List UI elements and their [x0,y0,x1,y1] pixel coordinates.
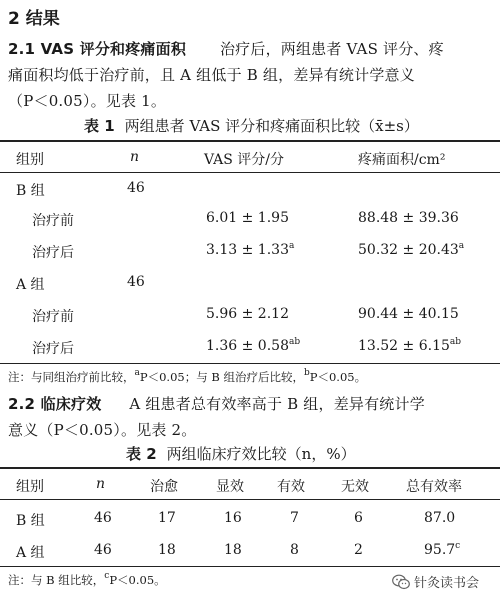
table2-header-n: n [96,476,106,492]
table1-row-n: 46 [127,274,145,290]
table1-caption-label: 表 1 [84,117,115,135]
table2-row-effective: 7 [290,510,299,526]
table1-row-vas-sup: a [288,241,295,251]
table2-caption-label: 表 2 [126,445,157,463]
table1-bottom-rule [0,363,500,364]
table1-row-area-sup: ab [449,337,462,347]
table1-header-rule [0,172,500,173]
table1-row-area: 90.44 ± 40.15 [358,306,459,322]
table1-row-label: 治疗前 [32,213,74,229]
table2-row-total [424,542,460,558]
table2-row-label: B 组 [16,513,45,529]
table1-row-vas-value: 3.13 ± 1.33 [206,242,289,258]
table2-row-label: A 组 [16,545,45,561]
s21-line3: （P＜0.05）。见表 1。 [8,92,167,110]
table1-row-area [358,338,461,354]
table1-note-text: 注：与同组治疗前比较， [8,370,135,384]
table2-row-effective: 8 [290,542,299,558]
table2-row-n: 46 [94,510,112,526]
table1-row-area: 88.48 ± 39.36 [358,210,459,226]
table1-row-vas [206,242,294,258]
table2-header-total: 总有效率 [406,479,462,495]
wechat-icon [392,574,410,594]
table2-row-invalid: 2 [354,542,363,558]
table2-row-total-value: 95.7 [424,542,456,558]
table1-note-text: P＜0.05；与 B 组治疗后比较， [139,370,304,384]
table1-row-label: A 组 [16,277,45,293]
table1-row-area [358,242,464,258]
table1-row-vas-value: 1.36 ± 0.58 [206,338,289,354]
table2-row-marked: 16 [224,510,242,526]
table2-row-cure: 18 [158,542,176,558]
section-heading: 2 结果 [8,9,60,29]
table1-note-text: P＜0.05。 [309,370,367,384]
table2-row-total-value: 87.0 [424,510,456,526]
s22-heading: 2.2 临床疗效 [8,395,102,413]
table2-header-rule [0,499,500,500]
s21-heading: 2.1 VAS 评分和疼痛面积 [8,40,187,58]
table2-row-total-sup: c [455,541,461,551]
s21-line1-text: 治疗后，两组患者 VAS 评分、疼 [219,40,444,58]
table1-header-vas: VAS 评分/分 [204,152,285,168]
table1-header-group: 组别 [16,152,44,168]
table2-header-marked: 显效 [216,479,244,495]
table2-note-text: P＜0.05。 [109,573,166,587]
table1-row-label: 治疗前 [32,309,74,325]
table2-row-n: 46 [94,542,112,558]
table1-row-vas [206,338,300,354]
table2-top-rule [0,467,500,469]
table1-top-rule [0,140,500,142]
table1-note-sup: a [134,368,140,378]
s21-line2: 痛面积均低于治疗前，且 A 组低于 B 组，差异有统计学意义 [8,66,415,84]
table1-note-sup: b [303,368,310,378]
watermark-text: 针灸读书会 [414,576,480,591]
table2-caption-text: 两组临床疗效比较（n，%） [166,445,356,463]
table2-header-cure: 治愈 [150,479,178,495]
table2-note-sup: c [104,571,110,581]
table2-caption [126,443,356,464]
table2-header-effective: 有效 [277,479,305,495]
table2-header-invalid: 无效 [341,479,369,495]
s21-line1 [8,38,444,59]
s22-line1 [8,393,425,414]
table1-note [8,369,366,385]
table1-header-area: 疼痛面积/cm² [358,152,446,168]
table2-note [8,572,166,588]
table2-row-invalid: 6 [354,510,363,526]
table2-bottom-rule [0,566,500,567]
watermark [392,572,479,594]
table1-row-label: 治疗后 [32,245,74,261]
table1-row-label: 治疗后 [32,341,74,357]
table2-header-group: 组别 [16,479,44,495]
table1-caption-text: 两组患者 VAS 评分和疼痛面积比较（x̄±s） [124,117,419,135]
table1-row-area-value: 13.52 ± 6.15 [358,338,450,354]
s22-line1-text: A 组患者总有效率高于 B 组，差异有统计学 [129,395,425,413]
table1-row-area-value: 50.32 ± 20.43 [358,242,459,258]
table1-row-n: 46 [127,180,145,196]
table1-row-area-sup: a [458,241,465,251]
table2-row-marked: 18 [224,542,242,558]
table1-row-vas: 5.96 ± 2.12 [206,306,289,322]
table1-row-label: B 组 [16,183,45,199]
table1-row-vas: 6.01 ± 1.95 [206,210,289,226]
table2-row-cure: 17 [158,510,176,526]
table2-row-total [424,510,455,526]
table1-caption [84,115,419,136]
s22-line2: 意义（P＜0.05）。见表 2。 [8,421,197,439]
table1-header-n: n [130,149,140,165]
table1-row-vas-sup: ab [288,337,301,347]
table2-note-text: 注：与 B 组比较， [8,573,105,587]
